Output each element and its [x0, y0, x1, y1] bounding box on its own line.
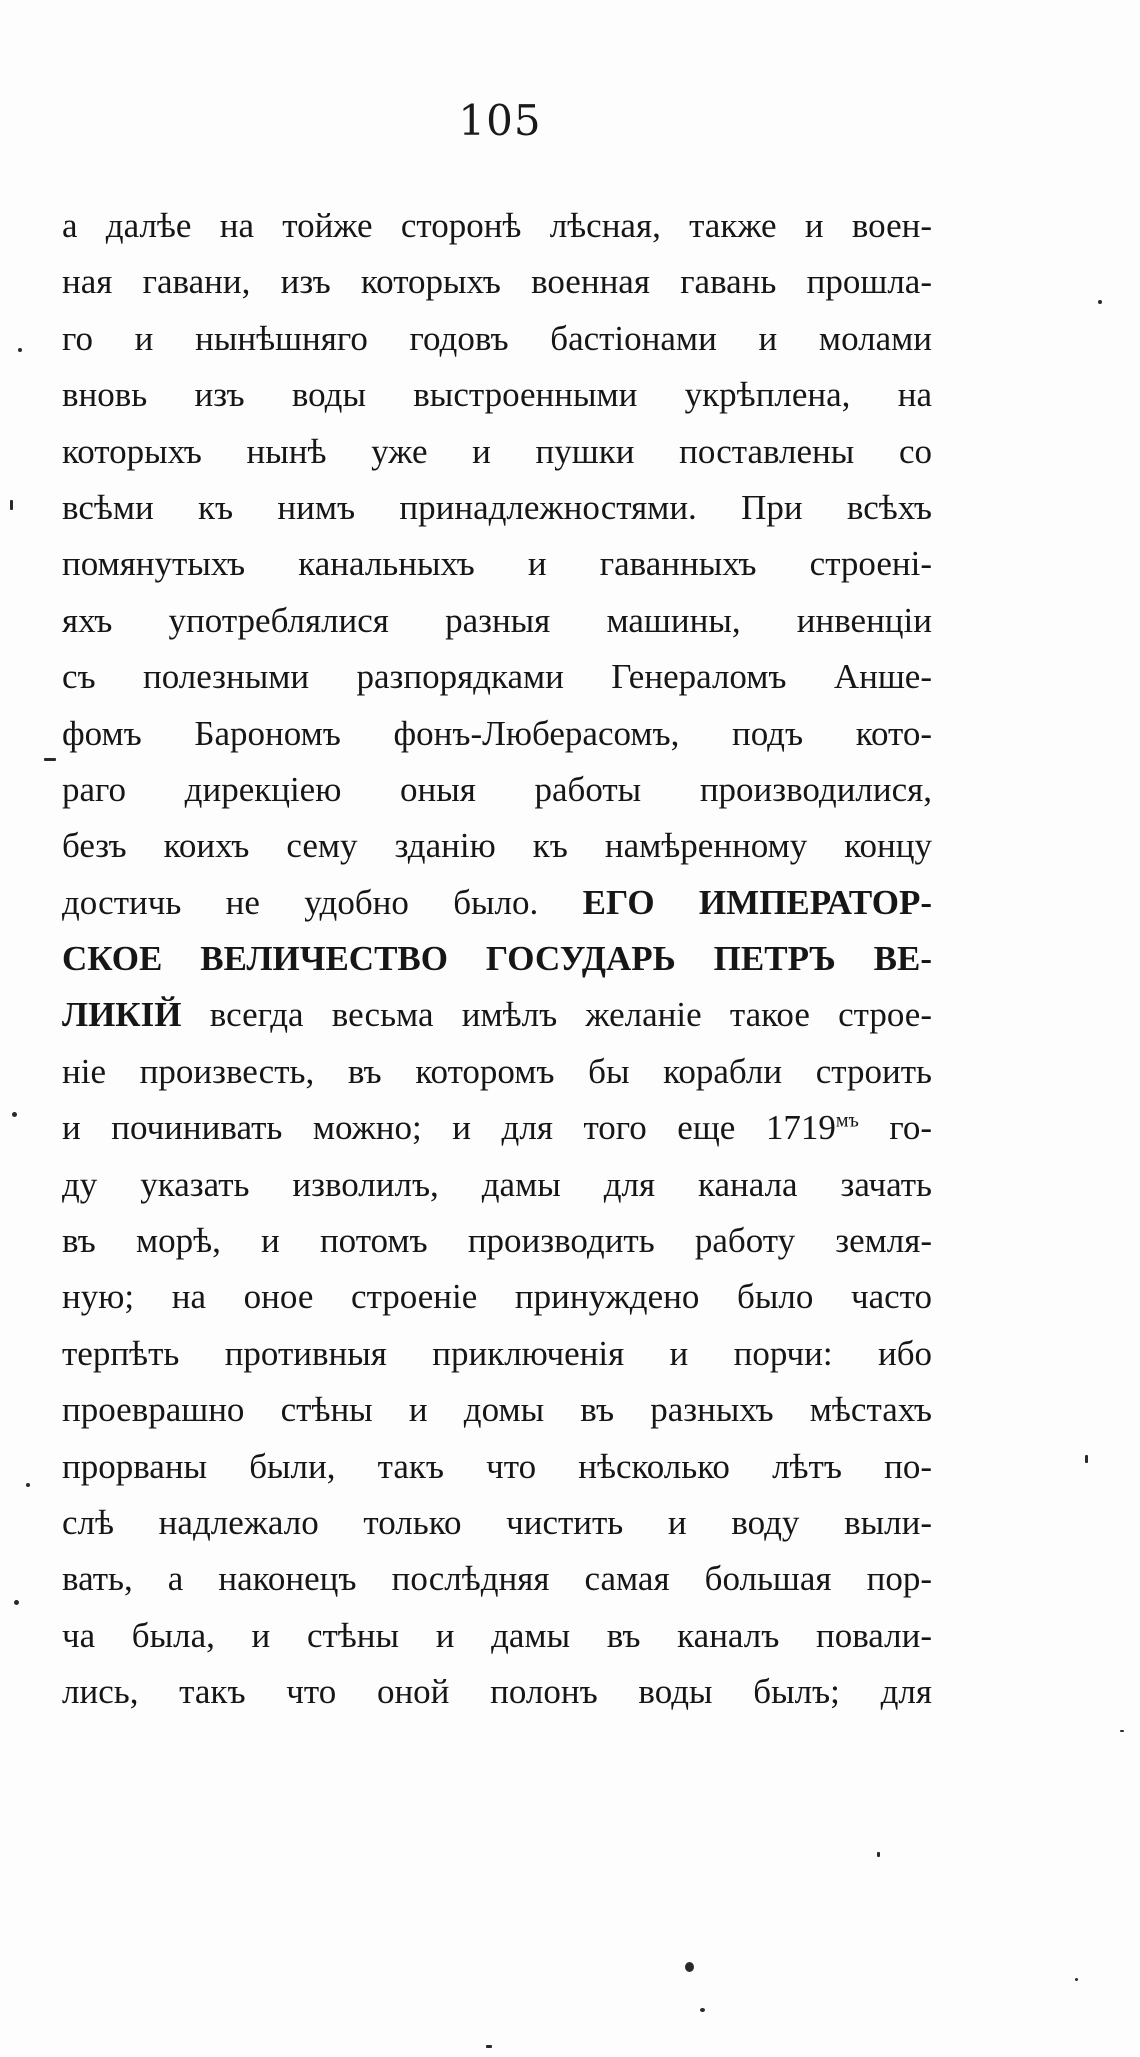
scan-speck — [44, 758, 56, 761]
scan-speck — [685, 1962, 694, 1972]
text-segment: достичь не удобно было. — [62, 882, 539, 922]
text-line: въ морѣ, и потомъ производить работу земля- — [62, 1221, 932, 1261]
text-line: а далѣе на тойже сторонѣ лѣсная, также и воен- — [62, 206, 932, 245]
text-line: прорваны были, такъ что нѣсколько лѣтъ по- — [62, 1446, 932, 1486]
scan-speck — [1120, 1730, 1124, 1732]
page-number: 105 — [458, 96, 542, 145]
text-line: помянутыхъ канальныхъ и гаванныхъ строені- — [62, 544, 932, 584]
text-line: съ полезными разпорядками Генераломъ Анше- — [62, 657, 932, 697]
scan-speck — [486, 2045, 492, 2048]
scan-speck — [18, 348, 22, 352]
scan-speck — [10, 500, 13, 510]
text-line: безъ коихъ сему зданію къ намѣренному концу — [62, 826, 932, 866]
emphasized-text: ЛИКІЙ — [62, 995, 182, 1035]
text-line: ная гавани, изъ которыхъ военная гавань прошла- — [62, 262, 932, 302]
emphasized-line: СКОЕ ВЕЛИЧЕСТВО ГОСУДАРЬ ПЕТРЪ ВЕ- — [62, 939, 932, 979]
text-line: фомъ Барономъ фонъ-Люберасомъ, подъ кото- — [62, 713, 932, 753]
text-line: терпѣть противныя приключенія и порчи: ибо — [62, 1333, 932, 1373]
scan-speck — [12, 1112, 17, 1117]
text-line — [62, 987, 932, 1043]
text-line: яхъ употреблялися разныя машины, инвенціи — [62, 600, 932, 640]
text-line: всѣми къ нимъ принадлежностями. При всѣхъ — [62, 487, 932, 527]
text-line: ду указать изволилъ, дамы для канала зачать — [62, 1164, 932, 1204]
text-line: го и нынѣшняго годовъ бастіонами и молами — [62, 318, 932, 358]
text-segment: всегда весьма имѣлъ желаніе такое строе- — [181, 995, 932, 1035]
text-line: ніе произвесть, въ которомъ бы корабли строить — [62, 1051, 932, 1091]
scan-speck — [1075, 1978, 1078, 1981]
text-line — [62, 1100, 932, 1156]
text-line — [62, 875, 932, 931]
text-line: проеврашно стѣны и домы въ разныхъ мѣстахъ — [62, 1390, 932, 1430]
text-line: слѣ надлежало только чистить и воду выли- — [62, 1502, 932, 1542]
text-line: лись, такъ что оной полонъ воды былъ; для — [62, 1672, 932, 1712]
scan-speck — [26, 1483, 30, 1487]
scan-speck — [14, 1600, 19, 1605]
text-line: вать, а наконецъ послѣдняя самая большая пор- — [62, 1559, 932, 1599]
text-line: раго дирекціею оныя работы производилися, — [62, 769, 932, 809]
text-line: которыхъ нынѣ уже и пушки поставлены со — [62, 431, 932, 471]
text-line: вновь изъ воды выстроенными укрѣплена, на — [62, 375, 932, 415]
emphasized-text: ЕГО ИМПЕРАТОР- — [582, 882, 932, 922]
text-segment: го- — [858, 1108, 932, 1148]
body-text — [62, 198, 932, 1712]
superscript: мъ — [835, 1109, 859, 1132]
text-line: ную; на оное строеніе принуждено было часто — [62, 1277, 932, 1317]
text-segment: и починивать можно; и для того еще 1719 — [62, 1108, 836, 1148]
scan-speck — [1098, 300, 1102, 304]
scan-speck — [700, 2008, 705, 2012]
scan-speck — [877, 1852, 880, 1857]
text-line: ча была, и стѣны и дамы въ каналъ повали- — [62, 1615, 932, 1655]
scan-speck — [1085, 1455, 1088, 1463]
